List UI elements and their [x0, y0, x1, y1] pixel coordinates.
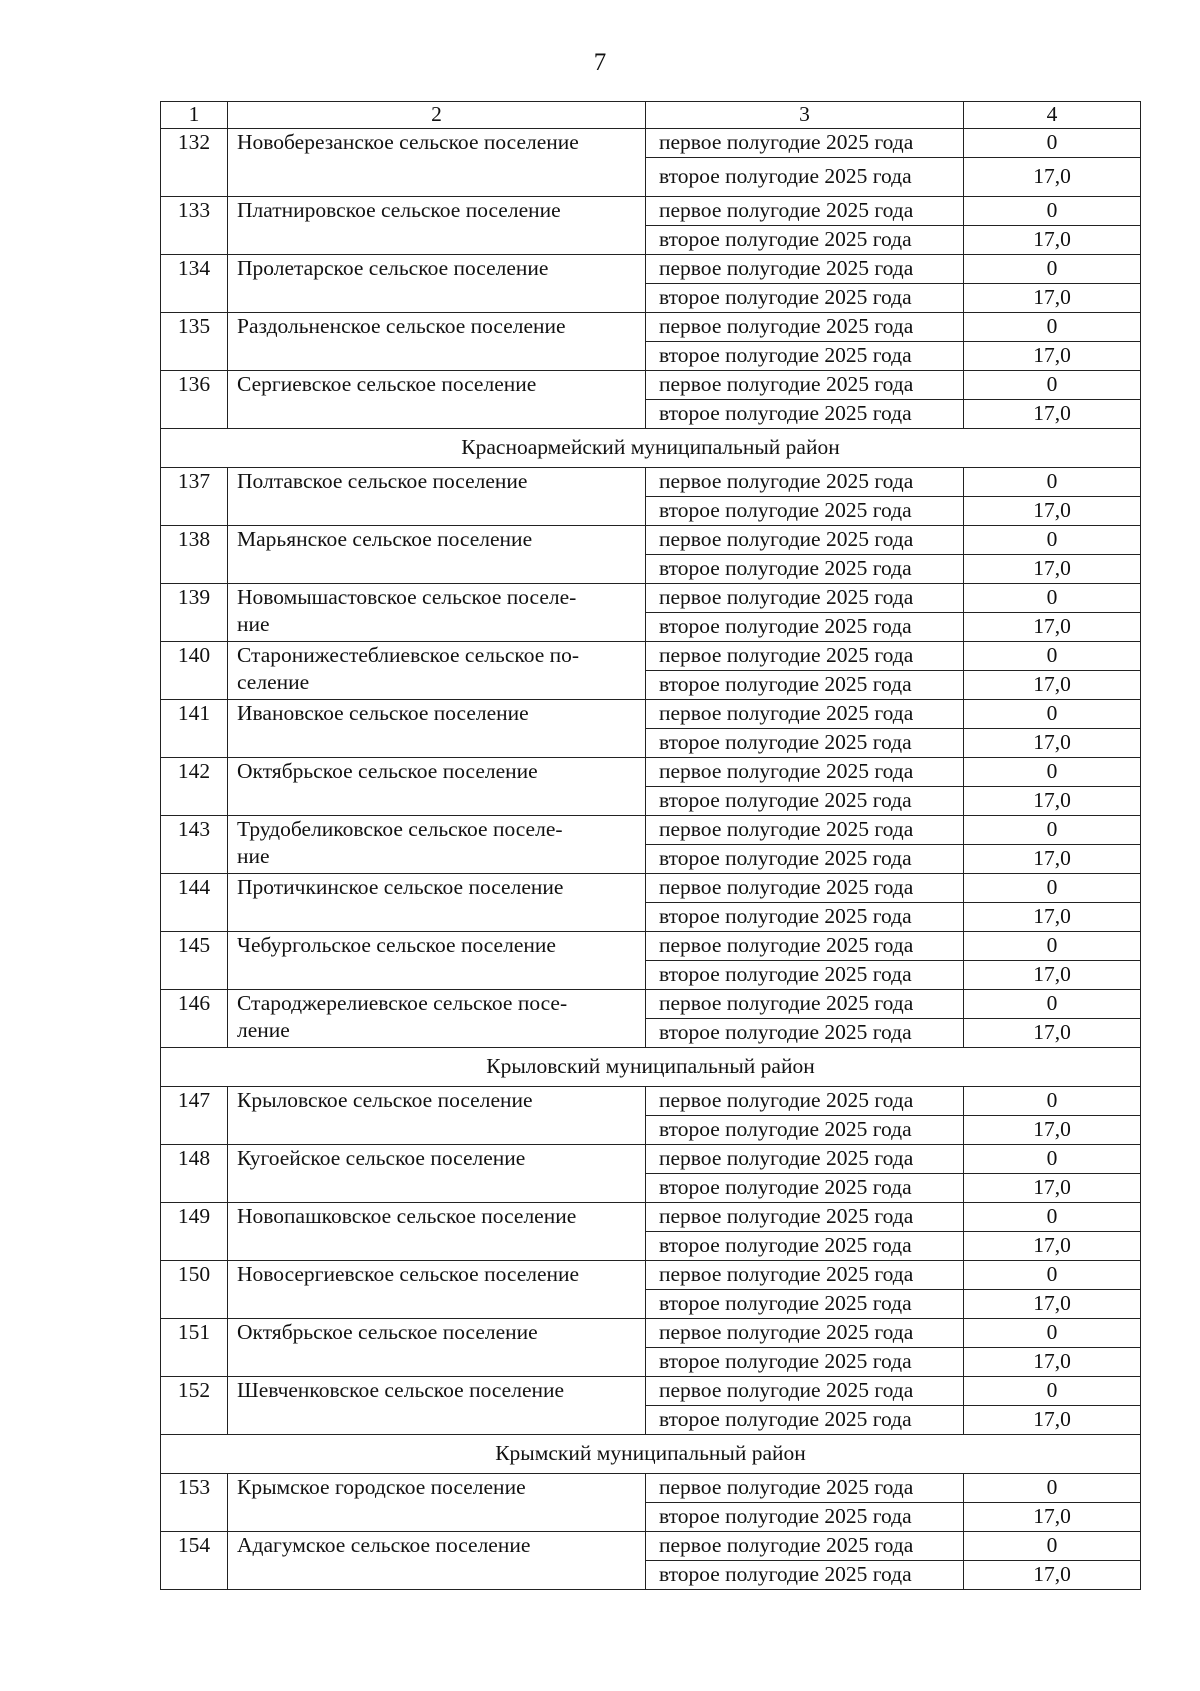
rate-first-half: 0 [964, 816, 1141, 845]
rate-first-half: 0 [964, 700, 1141, 729]
settlement-name: Сергиевское сельское поселение [228, 371, 646, 429]
period-second-half: второе полугодие 2025 года [646, 961, 964, 990]
period-second-half: второе полугодие 2025 года [646, 903, 964, 932]
settlement-name: Раздольненское сельское поселение [228, 313, 646, 371]
rate-second-half: 17,0 [964, 1232, 1141, 1261]
table-row [161, 255, 1141, 284]
period-first-half: первое полугодие 2025 года [646, 642, 964, 671]
rate-first-half: 0 [964, 584, 1141, 613]
header-cell-1: 1 [161, 102, 228, 129]
settlement-name: Новоберезанское сельское поселение [228, 129, 646, 197]
rate-second-half: 17,0 [964, 555, 1141, 584]
header-cell-2: 2 [228, 102, 646, 129]
rate-first-half: 0 [964, 932, 1141, 961]
table-row [161, 1377, 1141, 1406]
period-second-half: второе полугодие 2025 года [646, 1290, 964, 1319]
rate-second-half: 17,0 [964, 1406, 1141, 1435]
rate-first-half: 0 [964, 1261, 1141, 1290]
row-number: 148 [161, 1145, 228, 1203]
table-row [161, 584, 1141, 613]
settlement-name: Платнировское сельское поселение [228, 197, 646, 255]
settlement-name: Новомышастовское сельское поселе- ние [228, 584, 646, 642]
row-number: 144 [161, 874, 228, 932]
rate-second-half: 17,0 [964, 1290, 1141, 1319]
table-row [161, 313, 1141, 342]
period-first-half: первое полугодие 2025 года [646, 816, 964, 845]
settlement-name: Новопашковское сельское поселение [228, 1203, 646, 1261]
table-row [161, 932, 1141, 961]
period-second-half: второе полугодие 2025 года [646, 1116, 964, 1145]
header-cell-3: 3 [646, 102, 964, 129]
period-first-half: первое полугодие 2025 года [646, 932, 964, 961]
settlement-name: Крымское городское поселение [228, 1474, 646, 1532]
district-row [161, 429, 1141, 468]
row-number: 140 [161, 642, 228, 700]
period-second-half: второе полугодие 2025 года [646, 1174, 964, 1203]
rate-first-half: 0 [964, 990, 1141, 1019]
period-first-half: первое полугодие 2025 года [646, 255, 964, 284]
settlement-name: Октябрьское сельское поселение [228, 758, 646, 816]
table-row [161, 371, 1141, 400]
rate-second-half: 17,0 [964, 729, 1141, 758]
row-number: 132 [161, 129, 228, 197]
table-row [161, 1474, 1141, 1503]
row-number: 145 [161, 932, 228, 990]
table-row [161, 816, 1141, 845]
row-number: 134 [161, 255, 228, 313]
table-row [161, 990, 1141, 1019]
period-first-half: первое полугодие 2025 года [646, 1261, 964, 1290]
table-row [161, 468, 1141, 497]
period-first-half: первое полугодие 2025 года [646, 371, 964, 400]
period-second-half: второе полугодие 2025 года [646, 226, 964, 255]
settlement-name: Крыловское сельское поселение [228, 1087, 646, 1145]
rate-first-half: 0 [964, 1532, 1141, 1561]
rate-second-half: 17,0 [964, 342, 1141, 371]
district-heading: Крыловский муниципальный район [161, 1048, 1141, 1087]
period-first-half: первое полугодие 2025 года [646, 584, 964, 613]
rate-second-half: 17,0 [964, 1503, 1141, 1532]
settlement-name: Полтавское сельское поселение [228, 468, 646, 526]
rate-first-half: 0 [964, 129, 1141, 158]
table-row [161, 197, 1141, 226]
rate-second-half: 17,0 [964, 1561, 1141, 1590]
table-row [161, 874, 1141, 903]
page-number: 7 [593, 49, 607, 76]
settlement-name: Пролетарское сельское поселение [228, 255, 646, 313]
rate-first-half: 0 [964, 255, 1141, 284]
settlement-name: Новосергиевское сельское поселение [228, 1261, 646, 1319]
rate-second-half: 17,0 [964, 671, 1141, 700]
period-first-half: первое полугодие 2025 года [646, 1145, 964, 1174]
rate-second-half: 17,0 [964, 613, 1141, 642]
period-first-half: первое полугодие 2025 года [646, 1203, 964, 1232]
period-second-half: второе полугодие 2025 года [646, 284, 964, 313]
row-number: 136 [161, 371, 228, 429]
settlement-name: Ивановское сельское поселение [228, 700, 646, 758]
rate-first-half: 0 [964, 526, 1141, 555]
period-first-half: первое полугодие 2025 года [646, 758, 964, 787]
rate-second-half: 17,0 [964, 226, 1141, 255]
rate-second-half: 17,0 [964, 1019, 1141, 1048]
period-second-half: второе полугодие 2025 года [646, 729, 964, 758]
table-row [161, 1261, 1141, 1290]
rate-second-half: 17,0 [964, 845, 1141, 874]
period-second-half: второе полугодие 2025 года [646, 845, 964, 874]
header-cell-4: 4 [964, 102, 1141, 129]
rate-first-half: 0 [964, 1145, 1141, 1174]
row-number: 147 [161, 1087, 228, 1145]
settlement-name: Трудобеликовское сельское поселе- ние [228, 816, 646, 874]
row-number: 138 [161, 526, 228, 584]
period-first-half: первое полугодие 2025 года [646, 129, 964, 158]
rate-second-half: 17,0 [964, 961, 1141, 990]
rate-first-half: 0 [964, 1474, 1141, 1503]
row-number: 142 [161, 758, 228, 816]
table-row [161, 1319, 1141, 1348]
settlement-name: Октябрьское сельское поселение [228, 1319, 646, 1377]
rate-second-half: 17,0 [964, 158, 1141, 197]
rate-first-half: 0 [964, 371, 1141, 400]
rate-first-half: 0 [964, 1377, 1141, 1406]
table-row [161, 526, 1141, 555]
table-row [161, 1087, 1141, 1116]
period-first-half: первое полугодие 2025 года [646, 197, 964, 226]
rate-first-half: 0 [964, 1087, 1141, 1116]
rate-first-half: 0 [964, 1319, 1141, 1348]
period-second-half: второе полугодие 2025 года [646, 497, 964, 526]
row-number: 139 [161, 584, 228, 642]
rate-second-half: 17,0 [964, 903, 1141, 932]
rate-second-half: 17,0 [964, 787, 1141, 816]
district-row [161, 1048, 1141, 1087]
table-row [161, 129, 1141, 158]
rate-second-half: 17,0 [964, 1348, 1141, 1377]
settlement-name: Адагумское сельское поселение [228, 1532, 646, 1590]
period-second-half: второе полугодие 2025 года [646, 1503, 964, 1532]
period-second-half: второе полугодие 2025 года [646, 342, 964, 371]
district-heading: Красноармейский муниципальный район [161, 429, 1141, 468]
settlements-table [160, 101, 1141, 1590]
period-second-half: второе полугодие 2025 года [646, 613, 964, 642]
row-number: 141 [161, 700, 228, 758]
period-second-half: второе полугодие 2025 года [646, 1406, 964, 1435]
settlement-name: Староджерелиевское сельское посе- ление [228, 990, 646, 1048]
rate-second-half: 17,0 [964, 1116, 1141, 1145]
settlement-name: Старонижестеблиевское сельское по- селение [228, 642, 646, 700]
table-row [161, 642, 1141, 671]
rate-second-half: 17,0 [964, 284, 1141, 313]
period-first-half: первое полугодие 2025 года [646, 874, 964, 903]
table-body [161, 102, 1141, 1590]
table-row [161, 700, 1141, 729]
period-second-half: второе полугодие 2025 года [646, 671, 964, 700]
district-heading: Крымский муниципальный район [161, 1435, 1141, 1474]
rate-second-half: 17,0 [964, 497, 1141, 526]
period-second-half: второе полугодие 2025 года [646, 400, 964, 429]
rate-first-half: 0 [964, 313, 1141, 342]
period-second-half: второе полугодие 2025 года [646, 555, 964, 584]
table-row [161, 1532, 1141, 1561]
period-second-half: второе полугодие 2025 года [646, 1348, 964, 1377]
row-number: 137 [161, 468, 228, 526]
period-second-half: второе полугодие 2025 года [646, 1561, 964, 1590]
header-row [161, 102, 1141, 129]
row-number: 154 [161, 1532, 228, 1590]
rate-first-half: 0 [964, 642, 1141, 671]
period-first-half: первое полугодие 2025 года [646, 990, 964, 1019]
rate-second-half: 17,0 [964, 400, 1141, 429]
table-row [161, 1203, 1141, 1232]
period-second-half: второе полугодие 2025 года [646, 787, 964, 816]
settlement-name: Чебургольское сельское поселение [228, 932, 646, 990]
rate-first-half: 0 [964, 197, 1141, 226]
period-first-half: первое полугодие 2025 года [646, 526, 964, 555]
row-number: 151 [161, 1319, 228, 1377]
period-first-half: первое полугодие 2025 года [646, 1474, 964, 1503]
row-number: 135 [161, 313, 228, 371]
settlement-name: Марьянское сельское поселение [228, 526, 646, 584]
rate-first-half: 0 [964, 1203, 1141, 1232]
table-row [161, 1145, 1141, 1174]
row-number: 143 [161, 816, 228, 874]
table-row [161, 758, 1141, 787]
settlement-name: Протичкинское сельское поселение [228, 874, 646, 932]
rate-first-half: 0 [964, 874, 1141, 903]
rate-first-half: 0 [964, 758, 1141, 787]
row-number: 152 [161, 1377, 228, 1435]
period-first-half: первое полугодие 2025 года [646, 1532, 964, 1561]
period-first-half: первое полугодие 2025 года [646, 1087, 964, 1116]
period-first-half: первое полугодие 2025 года [646, 468, 964, 497]
row-number: 153 [161, 1474, 228, 1532]
period-second-half: второе полугодие 2025 года [646, 1232, 964, 1261]
row-number: 133 [161, 197, 228, 255]
period-first-half: первое полугодие 2025 года [646, 313, 964, 342]
rate-first-half: 0 [964, 468, 1141, 497]
district-row [161, 1435, 1141, 1474]
row-number: 150 [161, 1261, 228, 1319]
rate-second-half: 17,0 [964, 1174, 1141, 1203]
period-second-half: второе полугодие 2025 года [646, 158, 964, 197]
period-first-half: первое полугодие 2025 года [646, 1377, 964, 1406]
period-first-half: первое полугодие 2025 года [646, 1319, 964, 1348]
settlement-name: Шевченковское сельское поселение [228, 1377, 646, 1435]
row-number: 146 [161, 990, 228, 1048]
period-second-half: второе полугодие 2025 года [646, 1019, 964, 1048]
period-first-half: первое полугодие 2025 года [646, 700, 964, 729]
settlement-name: Кугоейское сельское поселение [228, 1145, 646, 1203]
row-number: 149 [161, 1203, 228, 1261]
